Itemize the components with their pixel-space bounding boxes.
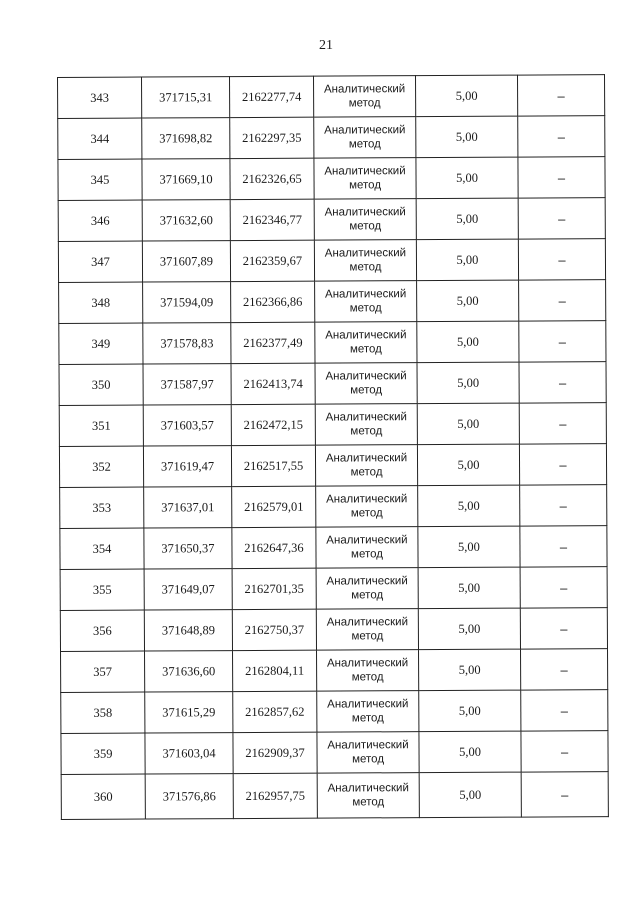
method-line1: Аналитический [325, 329, 407, 342]
table-row [60, 608, 607, 652]
note-cell: – [520, 485, 607, 526]
note-cell: – [521, 690, 608, 731]
point-number-cell: 352 [59, 446, 143, 487]
point-number-cell: 357 [61, 651, 145, 692]
method-cell [315, 281, 417, 323]
y-coordinate-cell: 2162647,36 [232, 527, 316, 568]
table-row [60, 485, 607, 529]
method-line1: Аналитический [327, 739, 409, 752]
y-coordinate-cell: 2162413,74 [231, 363, 315, 404]
y-coordinate-cell: 2162377,49 [231, 322, 315, 363]
method-line2: метод [350, 466, 383, 479]
x-coordinate-cell: 371619,47 [143, 446, 231, 487]
method-line1: Аналитический [327, 698, 409, 711]
point-number-cell: 348 [59, 282, 143, 323]
x-coordinate-cell: 371576,86 [145, 774, 233, 819]
method-cell [314, 240, 416, 282]
accuracy-cell: 5,00 [417, 280, 519, 322]
method-cell [317, 773, 419, 819]
method-line1: Аналитический [326, 657, 409, 670]
point-number-cell: 345 [58, 159, 142, 200]
method-line1: Аналитический [324, 247, 407, 260]
x-coordinate-cell: 371650,37 [144, 528, 232, 569]
table-row [59, 321, 606, 365]
table-row [59, 403, 606, 447]
method-line1: Аналитический [323, 83, 406, 96]
y-coordinate-cell: 2162579,01 [232, 486, 316, 527]
x-coordinate-cell: 371587,97 [143, 364, 231, 405]
point-number-cell: 346 [58, 200, 142, 241]
method-line1: Аналитический [325, 452, 408, 465]
y-coordinate-cell: 2162804,11 [233, 650, 317, 691]
note-cell: – [520, 526, 607, 567]
accuracy-cell: 5,00 [418, 608, 520, 650]
method-cell [315, 363, 417, 405]
point-number-cell: 343 [58, 77, 142, 118]
accuracy-cell: 5,00 [419, 649, 521, 691]
table-row [58, 198, 605, 242]
method-line2: метод [351, 548, 383, 561]
accuracy-cell: 5,00 [417, 403, 519, 445]
coordinates-table-container [57, 74, 608, 819]
accuracy-cell: 5,00 [416, 239, 518, 281]
method-line1: Аналитический [324, 288, 407, 301]
method-cell [315, 445, 417, 487]
x-coordinate-cell: 371603,04 [145, 733, 233, 774]
accuracy-cell: 5,00 [419, 690, 521, 732]
method-line2: метод [349, 179, 382, 192]
point-number-cell: 359 [61, 733, 145, 774]
method-cell [313, 76, 415, 118]
method-line2: метод [348, 138, 381, 151]
y-coordinate-cell: 2162277,74 [230, 76, 314, 117]
accuracy-cell: 5,00 [418, 526, 520, 568]
note-cell: – [521, 772, 608, 817]
method-line2: метод [349, 261, 382, 274]
method-line1: Аналитический [326, 493, 408, 506]
method-cell [316, 527, 418, 569]
x-coordinate-cell: 371594,09 [143, 282, 231, 323]
x-coordinate-cell: 371578,83 [143, 323, 231, 364]
point-number-cell: 344 [58, 118, 142, 159]
note-cell: – [517, 75, 604, 116]
method-line1: Аналитический [325, 370, 407, 383]
y-coordinate-cell: 2162359,67 [230, 240, 314, 281]
accuracy-cell: 5,00 [417, 444, 519, 486]
table-row [61, 690, 608, 734]
x-coordinate-cell: 371603,57 [143, 405, 231, 446]
method-cell [317, 732, 419, 774]
method-cell [316, 568, 418, 610]
method-line1: Аналитический [326, 534, 408, 547]
table-row [58, 239, 605, 283]
method-line2: метод [352, 796, 385, 809]
table-row [61, 772, 608, 820]
point-number-cell: 353 [60, 487, 144, 528]
point-number-cell: 355 [60, 569, 144, 610]
accuracy-cell: 5,00 [418, 567, 520, 609]
note-cell: – [519, 403, 606, 444]
method-cell [317, 691, 419, 733]
y-coordinate-cell: 2162297,35 [230, 117, 314, 158]
method-line2: метод [348, 97, 381, 110]
table-body [58, 75, 609, 820]
method-cell [314, 158, 416, 200]
method-line2: метод [350, 425, 383, 438]
y-coordinate-cell: 2162701,35 [232, 568, 316, 609]
y-coordinate-cell: 2162909,37 [233, 732, 317, 773]
method-line1: Аналитический [327, 782, 409, 795]
x-coordinate-cell: 371648,89 [144, 610, 232, 651]
note-cell: – [519, 362, 606, 403]
note-cell: – [521, 731, 608, 772]
method-line2: метод [352, 753, 385, 766]
accuracy-cell: 5,00 [419, 772, 521, 818]
x-coordinate-cell: 371632,60 [142, 200, 230, 241]
y-coordinate-cell: 2162326,65 [230, 158, 314, 199]
accuracy-cell: 5,00 [416, 198, 518, 240]
note-cell: – [518, 239, 605, 280]
method-line2: метод [351, 671, 384, 684]
method-cell [315, 404, 417, 446]
method-cell [316, 609, 418, 651]
table-row [61, 649, 608, 693]
x-coordinate-cell: 371669,10 [142, 159, 230, 200]
method-line1: Аналитический [324, 206, 406, 219]
method-line1: Аналитический [326, 575, 408, 588]
method-line2: метод [351, 712, 384, 725]
table-row [59, 362, 606, 406]
x-coordinate-cell: 371636,60 [145, 651, 233, 692]
method-cell [316, 486, 418, 528]
x-coordinate-cell: 371615,29 [145, 692, 233, 733]
point-number-cell: 356 [60, 610, 144, 651]
method-line1: Аналитический [325, 411, 407, 424]
table-row [60, 526, 607, 570]
point-number-cell: 351 [59, 405, 143, 446]
table-row [58, 116, 605, 160]
table-row [58, 75, 605, 119]
y-coordinate-cell: 2162750,37 [232, 609, 316, 650]
coordinates-table [57, 74, 609, 820]
x-coordinate-cell: 371715,31 [142, 77, 230, 118]
accuracy-cell: 5,00 [417, 362, 519, 404]
method-cell [317, 650, 419, 692]
table-row [60, 567, 607, 611]
note-cell: – [520, 608, 607, 649]
point-number-cell: 360 [61, 774, 145, 819]
table-row [59, 444, 606, 488]
point-number-cell: 354 [60, 528, 144, 569]
note-cell: – [520, 567, 607, 608]
x-coordinate-cell: 371637,01 [144, 487, 232, 528]
point-number-cell: 347 [58, 241, 142, 282]
y-coordinate-cell: 2162472,15 [231, 404, 315, 445]
y-coordinate-cell: 2162957,75 [233, 773, 317, 818]
table-row [61, 731, 608, 775]
point-number-cell: 358 [61, 692, 145, 733]
accuracy-cell: 5,00 [416, 116, 518, 158]
method-cell [314, 199, 416, 241]
note-cell: – [521, 649, 608, 690]
point-number-cell: 349 [59, 323, 143, 364]
method-line1: Аналитический [324, 165, 406, 178]
y-coordinate-cell: 2162346,77 [230, 199, 314, 240]
method-line2: метод [349, 220, 382, 233]
page-number: 21 [319, 38, 333, 53]
note-cell: – [518, 157, 605, 198]
note-cell: – [519, 444, 606, 485]
note-cell: – [519, 321, 606, 362]
method-line2: метод [350, 507, 383, 520]
y-coordinate-cell: 2162517,55 [231, 445, 315, 486]
x-coordinate-cell: 371649,07 [144, 569, 232, 610]
method-line2: метод [351, 589, 384, 602]
x-coordinate-cell: 371607,89 [142, 241, 230, 282]
method-line2: метод [350, 384, 383, 397]
accuracy-cell: 5,00 [419, 731, 521, 773]
y-coordinate-cell: 2162366,86 [231, 281, 315, 322]
method-line2: метод [349, 302, 382, 315]
table-row [59, 280, 606, 324]
method-line2: метод [351, 630, 384, 643]
accuracy-cell: 5,00 [416, 157, 518, 199]
note-cell: – [518, 198, 605, 239]
method-line1: Аналитический [326, 616, 409, 629]
y-coordinate-cell: 2162857,62 [233, 691, 317, 732]
accuracy-cell: 5,00 [417, 321, 519, 363]
accuracy-cell: 5,00 [418, 485, 520, 527]
method-cell [315, 322, 417, 364]
accuracy-cell: 5,00 [415, 75, 517, 117]
method-line2: метод [349, 343, 382, 356]
method-cell [314, 117, 416, 159]
x-coordinate-cell: 371698,82 [142, 118, 230, 159]
note-cell: – [519, 280, 606, 321]
method-line1: Аналитический [324, 124, 406, 137]
note-cell: – [518, 116, 605, 157]
table-row [58, 157, 605, 201]
point-number-cell: 350 [59, 364, 143, 405]
